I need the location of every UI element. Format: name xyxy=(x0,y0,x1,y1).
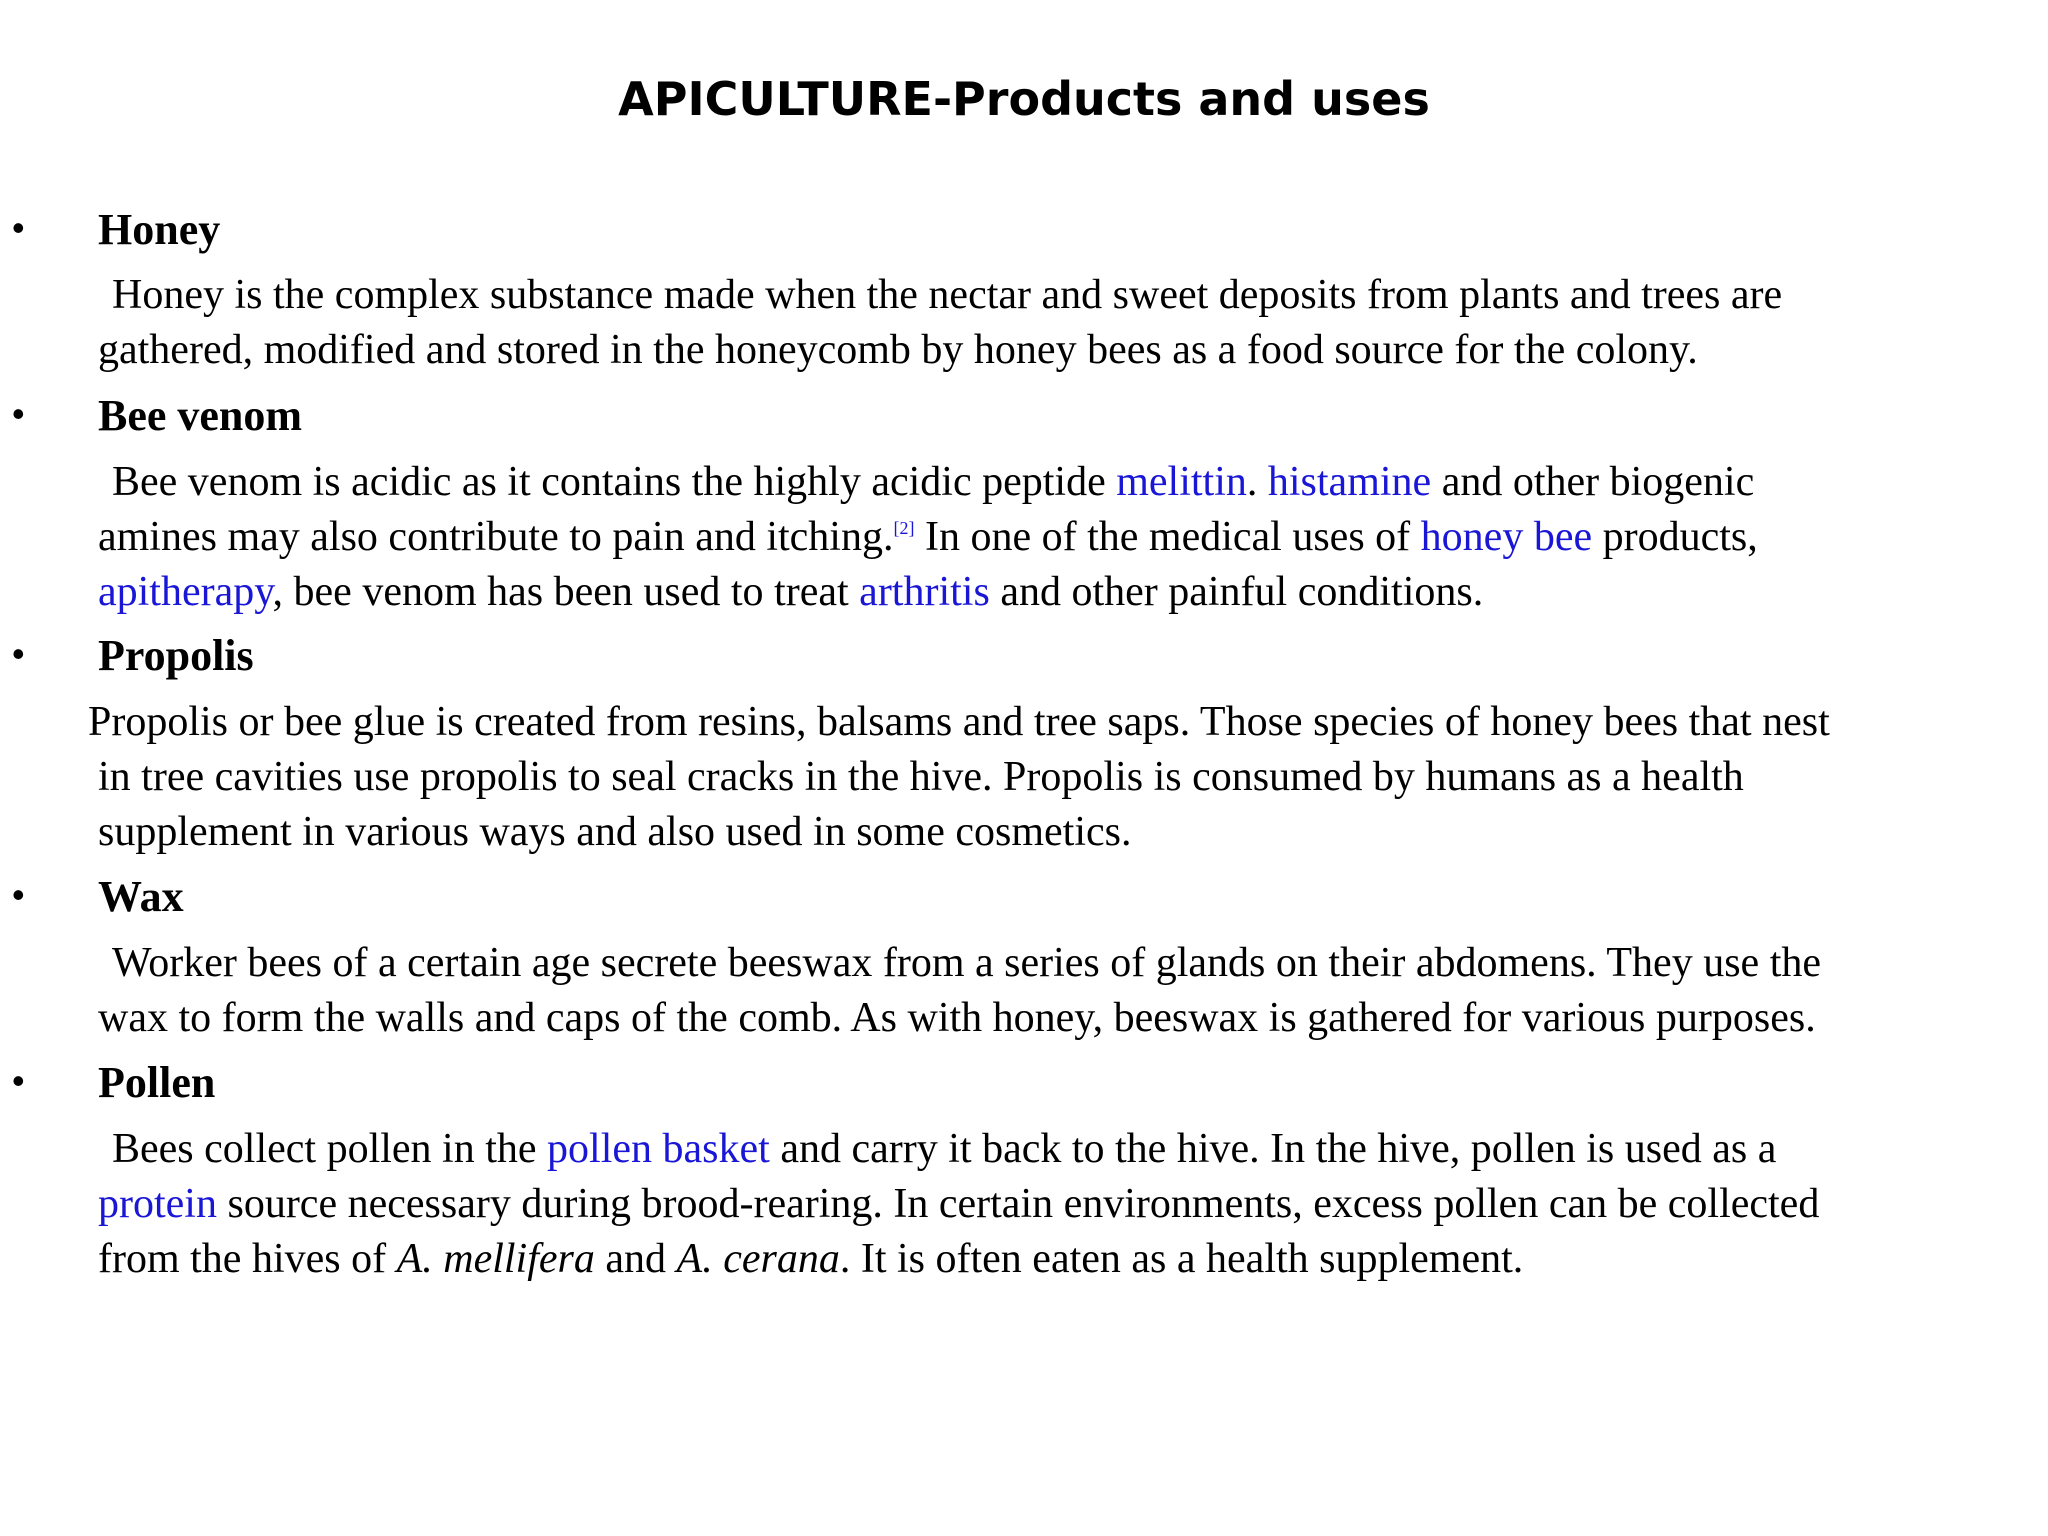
text-line xyxy=(98,1177,2028,1232)
link-apitherapy[interactable]: apitherapy xyxy=(98,569,273,615)
section-text-bee-venom xyxy=(98,455,2028,620)
text-run: . It is often eaten as a health supplement. xyxy=(839,1236,1524,1282)
section-heading-wax: Wax xyxy=(98,872,184,921)
section-text-honey xyxy=(98,268,2028,378)
text-run: . xyxy=(1246,459,1268,505)
species-name: A. mellifera xyxy=(396,1236,595,1282)
text-run: In one of the medical uses of xyxy=(914,514,1421,560)
text-run: amines may also contribute to pain and itching. xyxy=(98,514,894,560)
text-line: Honey is the complex substance made when the nectar and sweet deposits from plants and trees are xyxy=(112,272,1783,318)
text-run: and other biogenic xyxy=(1431,459,1755,505)
species-name: A. cerana xyxy=(676,1236,840,1282)
link-histamine[interactable]: histamine xyxy=(1267,459,1432,505)
text-run: products, xyxy=(1592,514,1758,560)
text-line xyxy=(98,455,2028,510)
page-title: APICULTURE-Products and uses xyxy=(618,72,1430,126)
link-pollen-basket[interactable]: pollen basket xyxy=(547,1126,770,1172)
text-run: from the hives of xyxy=(98,1236,397,1282)
link-arthritis[interactable]: arthritis xyxy=(859,569,990,615)
bullet-icon: • xyxy=(12,393,25,434)
section-heading-propolis: Propolis xyxy=(98,631,254,680)
bullet-icon: • xyxy=(12,207,25,248)
text-run: source necessary during brood-rearing. In certain environments, excess pollen can be collected xyxy=(216,1181,1820,1227)
citation-link[interactable]: [2] xyxy=(893,518,915,538)
text-run: Bees collect pollen in the xyxy=(112,1126,548,1172)
text-line xyxy=(98,1232,2028,1287)
text-run: and carry it back to the hive. In the hive, pollen is used as a xyxy=(769,1126,1777,1172)
text-line: Propolis or bee glue is created from resins, balsams and tree saps. Those species of honey bees that nest xyxy=(88,699,1830,745)
link-melittin[interactable]: melittin xyxy=(1116,459,1247,505)
text-line: Worker bees of a certain age secrete beeswax from a series of glands on their abdomens. They use the xyxy=(112,940,1821,986)
bullet-icon: • xyxy=(12,1060,25,1101)
link-honey-bee[interactable]: honey bee xyxy=(1420,514,1593,560)
bullet-icon: • xyxy=(12,633,25,674)
text-line: supplement in various ways and also used in some cosmetics. xyxy=(98,809,1132,855)
section-heading-honey: Honey xyxy=(98,205,221,254)
text-line: gathered, modified and stored in the honeycomb by honey bees as a food source for the colony. xyxy=(98,327,1698,373)
section-text-pollen xyxy=(98,1122,2028,1287)
text-line xyxy=(98,1122,2028,1177)
bullet-icon: • xyxy=(12,874,25,915)
text-line xyxy=(98,510,2028,565)
text-line: in tree cavities use propolis to seal cracks in the hive. Propolis is consumed by humans as a health xyxy=(98,754,1744,800)
section-text-wax xyxy=(98,936,2028,1046)
section-heading-bee-venom: Bee venom xyxy=(98,391,303,440)
text-line: wax to form the walls and caps of the comb. As with honey, beeswax is gathered for various purposes. xyxy=(98,995,1816,1041)
section-text-propolis xyxy=(88,695,2028,860)
section-heading-pollen: Pollen xyxy=(98,1058,216,1107)
text-run: and other painful conditions. xyxy=(989,569,1484,615)
text-run: Bee venom is acidic as it contains the highly acidic peptide xyxy=(112,459,1117,505)
link-protein[interactable]: protein xyxy=(98,1181,217,1227)
text-line xyxy=(98,565,2028,620)
text-run: , bee venom has been used to treat xyxy=(272,569,860,615)
text-run: and xyxy=(594,1236,677,1282)
